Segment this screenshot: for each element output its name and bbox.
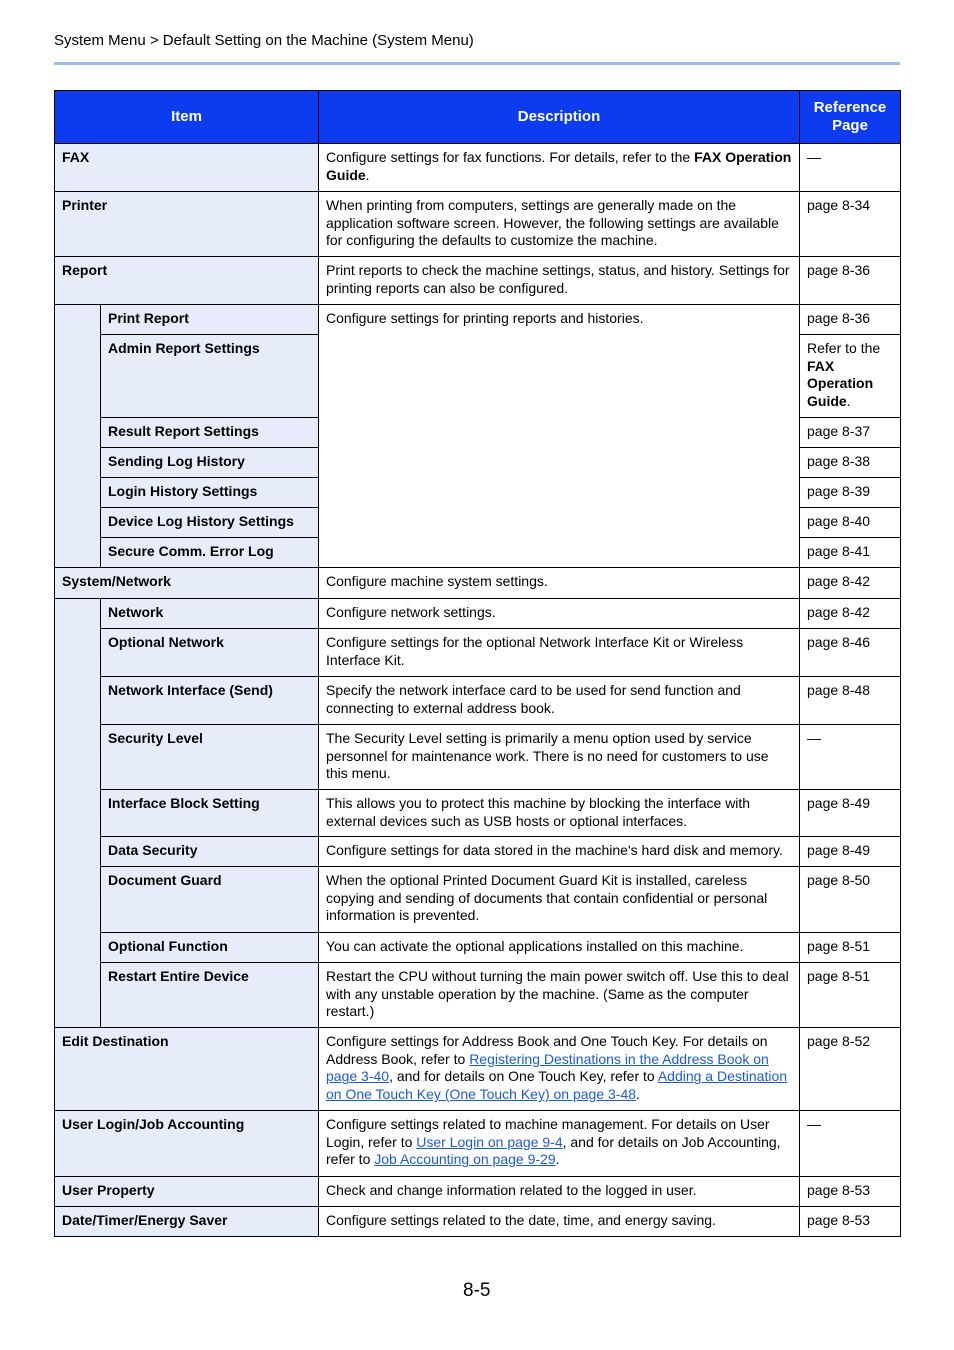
reference-restart-entire-device: page 8-51: [800, 963, 901, 1028]
item-network: Network: [101, 599, 319, 629]
reference-admin-report-settings: Refer to the FAX Operation Guide.: [800, 335, 901, 418]
report-indent: [55, 305, 101, 568]
breadcrumb: System Menu > Default Setting on the Machine (System Menu): [54, 32, 474, 49]
reference-system-network: page 8-42: [800, 568, 901, 599]
item-security-level: Security Level: [101, 725, 319, 790]
table-row: [55, 192, 901, 257]
description-document-guard: When the optional Printed Document Guard Kit is installed, careless copying and sending of documents that contain confidential or personal information is prevented.: [319, 867, 800, 933]
description-optional-function: You can activate the optional applications installed on this machine.: [319, 933, 800, 963]
item-print-report: Print Report: [101, 305, 319, 335]
description-date-timer-energy-saver: Configure settings related to the date, time, and energy saving.: [319, 1207, 800, 1237]
item-date-timer-energy-saver: Date/Timer/Energy Saver: [55, 1207, 319, 1237]
reference-user-property: page 8-53: [800, 1177, 901, 1207]
reference-user-login-job-accounting: —: [800, 1111, 901, 1177]
description-restart-entire-device: Restart the CPU without turning the main power switch off. Use this to deal with any unstable operation by the machine. (Same as the computer restart.): [319, 963, 800, 1028]
reference-secure-comm-error-log: page 8-41: [800, 538, 901, 568]
description-report: Print reports to check the machine settings, status, and history. Settings for printing reports can also be configured.: [319, 257, 800, 305]
header-divider: [54, 62, 900, 65]
reference-printer: page 8-34: [800, 192, 901, 257]
item-network-interface-send: Network Interface (Send): [101, 677, 319, 725]
description-data-security: Configure settings for data stored in the machine's hard disk and memory.: [319, 837, 800, 867]
table-row: [55, 963, 901, 1028]
description-system-network: Configure machine system settings.: [319, 568, 800, 599]
table-row: [55, 629, 901, 677]
reference-fax: —: [800, 144, 901, 192]
reference-edit-destination: page 8-52: [800, 1028, 901, 1111]
reference-network-interface-send: page 8-48: [800, 677, 901, 725]
item-fax: FAX: [55, 144, 319, 192]
table-row: [55, 677, 901, 725]
description-user-property: Check and change information related to the logged in user.: [319, 1177, 800, 1207]
system-network-indent: [55, 599, 101, 1028]
link-registering-destinations[interactable]: Registering Destinations in the Address Book on page 3-40: [326, 1050, 769, 1085]
description-network: Configure network settings.: [319, 599, 800, 629]
table-row: [55, 599, 901, 629]
item-optional-network: Optional Network: [101, 629, 319, 677]
item-restart-entire-device: Restart Entire Device: [101, 963, 319, 1028]
description-optional-network: Configure settings for the optional Network Interface Kit or Wireless Interface Kit.: [319, 629, 800, 677]
item-secure-comm-error-log: Secure Comm. Error Log: [101, 538, 319, 568]
item-report: Report: [55, 257, 319, 305]
reference-document-guard: page 8-50: [800, 867, 901, 933]
item-login-history-settings: Login History Settings: [101, 478, 319, 508]
item-sending-log-history: Sending Log History: [101, 448, 319, 478]
table-row: [55, 1207, 901, 1237]
reference-interface-block-setting: page 8-49: [800, 790, 901, 837]
table-row: [55, 305, 901, 335]
table-row: [55, 1028, 901, 1111]
reference-print-report: page 8-36: [800, 305, 901, 335]
reference-optional-function: page 8-51: [800, 933, 901, 963]
item-user-login-job-accounting: User Login/Job Accounting: [55, 1111, 319, 1177]
reference-data-security: page 8-49: [800, 837, 901, 867]
table-row: [55, 790, 901, 837]
reference-optional-network: page 8-46: [800, 629, 901, 677]
item-result-report-settings: Result Report Settings: [101, 418, 319, 448]
column-header-description: Description: [319, 91, 800, 144]
item-admin-report-settings: Admin Report Settings: [101, 335, 319, 418]
link-job-accounting[interactable]: Job Accounting on page 9-29: [374, 1151, 556, 1168]
page-number: 8-5: [463, 1280, 491, 1301]
item-user-property: User Property: [55, 1177, 319, 1207]
description-report-settings: Configure settings for printing reports and histories.: [319, 305, 800, 568]
description-fax: Configure settings for fax functions. For details, refer to the FAX Operation Guide.: [319, 144, 800, 192]
item-printer: Printer: [55, 192, 319, 257]
description-network-interface-send: Specify the network interface card to be used for send function and connecting to external address book.: [319, 677, 800, 725]
description-edit-destination: Configure settings for Address Book and One Touch Key. For details on Address Book, refer to Registering Destinations in the Address Book on page 3-40, and for details on One Touch Key, refer to Adding a Destination on One Touch Key (One Touch Key) on page 3-48.: [319, 1028, 800, 1111]
item-document-guard: Document Guard: [101, 867, 319, 933]
reference-report: page 8-36: [800, 257, 901, 305]
description-printer: When printing from computers, settings are generally made on the application software screen. However, the following settings are available for configuring the defaults to customize the machine.: [319, 192, 800, 257]
description-user-login-job-accounting: Configure settings related to machine management. For details on User Login, refer to User Login on page 9-4, and for details on Job Accounting, refer to Job Accounting on page 9-29.: [319, 1111, 800, 1177]
column-header-reference: Reference Page: [800, 91, 901, 144]
reference-result-report-settings: page 8-37: [800, 418, 901, 448]
table-row: [55, 144, 901, 192]
reference-device-log-history-settings: page 8-40: [800, 508, 901, 538]
item-device-log-history-settings: Device Log History Settings: [101, 508, 319, 538]
item-interface-block-setting: Interface Block Setting: [101, 790, 319, 837]
table-row: [55, 257, 901, 305]
table-row: [55, 568, 901, 599]
system-menu-table: [54, 90, 901, 1237]
reference-network: page 8-42: [800, 599, 901, 629]
reference-login-history-settings: page 8-39: [800, 478, 901, 508]
description-security-level: The Security Level setting is primarily a menu option used by service personnel for maintenance work. There is no need for customers to use this menu.: [319, 725, 800, 790]
reference-date-timer-energy-saver: page 8-53: [800, 1207, 901, 1237]
item-edit-destination: Edit Destination: [55, 1028, 319, 1111]
table-row: [55, 725, 901, 790]
link-adding-destination-one-touch[interactable]: Adding a Destination on One Touch Key (One Touch Key) on page 3-48: [326, 1068, 788, 1103]
table-row: [55, 837, 901, 867]
table-row: [55, 1111, 901, 1177]
description-interface-block-setting: This allows you to protect this machine by blocking the interface with external devices such as USB hosts or optional interfaces.: [319, 790, 800, 837]
table-row: [55, 867, 901, 933]
table-row: [55, 933, 901, 963]
column-header-item: Item: [55, 91, 319, 144]
table-row: [55, 1177, 901, 1207]
reference-sending-log-history: page 8-38: [800, 448, 901, 478]
link-user-login[interactable]: User Login on page 9-4: [416, 1133, 563, 1150]
reference-security-level: —: [800, 725, 901, 790]
table-header-row: [55, 91, 901, 144]
item-optional-function: Optional Function: [101, 933, 319, 963]
item-data-security: Data Security: [101, 837, 319, 867]
item-system-network: System/Network: [55, 568, 319, 599]
